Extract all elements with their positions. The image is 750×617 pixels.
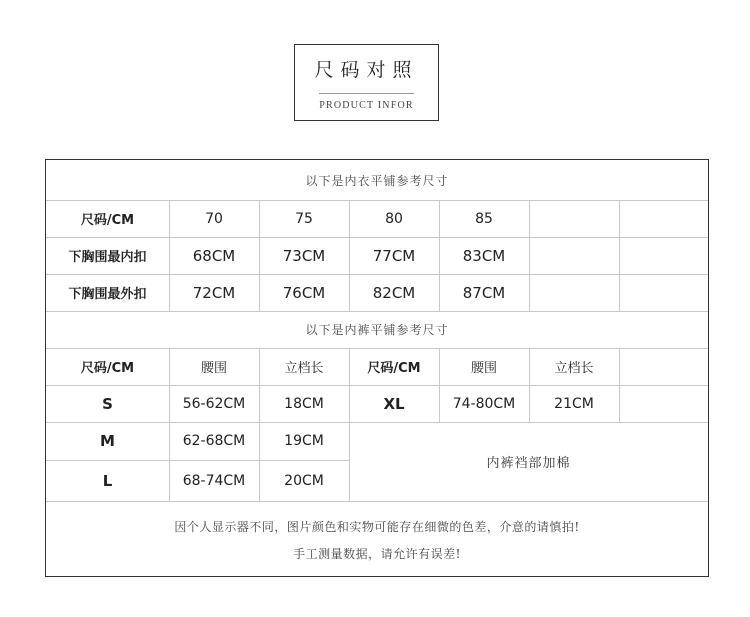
bra-cell: 82CM [372,283,416,302]
row-divider [46,501,708,502]
disclaimer-measure: 手工测量数据，请允许有误差! [293,546,461,561]
bra-size-75: 75 [295,210,313,227]
bra-row-label: 下胸围最外扣 [68,287,147,302]
briefs-waist: 56-62CM [182,395,246,412]
briefs-size: L [102,471,113,490]
page-title: 尺码对照 [314,59,419,81]
briefs-rise: 20CM [284,472,324,489]
briefs-header: 尺码/CM [367,361,421,376]
briefs-header: 立档长 [284,361,324,376]
title-divider [319,93,414,94]
col-divider [619,348,620,422]
briefs-header: 腰围 [200,361,227,376]
bra-cell: 83CM [462,246,506,265]
briefs-section-title: 以下是内裤平铺参考尺寸 [305,323,449,337]
bra-cell: 72CM [192,283,236,302]
disclaimer-color: 因个人显示器不同，图片颜色和实物可能存在细微的色差，介意的请慎拍! [174,519,580,534]
briefs-size: XL [383,394,405,413]
briefs-waist: 62-68CM [182,433,246,449]
briefs-waist: 68-74CM [182,472,246,489]
size-chart-table [45,159,709,577]
bra-row-label: 下胸围最内扣 [68,250,147,265]
bra-size-70: 70 [205,210,223,227]
bra-size-80: 80 [385,210,403,227]
bra-size-85: 85 [475,210,493,227]
page-subtitle: PRODUCT INFOR [319,100,414,111]
bra-cell: 73CM [282,246,326,265]
col-divider [529,200,530,311]
briefs-rise: 21CM [554,395,594,412]
briefs-header: 立档长 [554,361,594,376]
crotch-lining-note: 内裤裆部加棉 [486,456,571,471]
bra-cell: 77CM [372,246,416,265]
bra-section-title: 以下是内衣平铺参考尺寸 [305,173,449,188]
briefs-waist: 74-80CM [452,395,516,412]
col-divider [619,200,620,311]
briefs-rise: 19CM [284,433,324,449]
bra-cell: 68CM [192,246,236,265]
bra-size-label: 尺码/CM [80,213,135,228]
briefs-header: 尺码/CM [80,361,135,376]
bra-cell: 87CM [462,283,506,302]
briefs-header: 腰围 [470,361,497,376]
briefs-size: M [100,432,115,450]
briefs-rise: 18CM [284,395,324,412]
briefs-size: S [102,394,113,413]
title-box [294,44,439,121]
bra-cell: 76CM [282,283,326,302]
